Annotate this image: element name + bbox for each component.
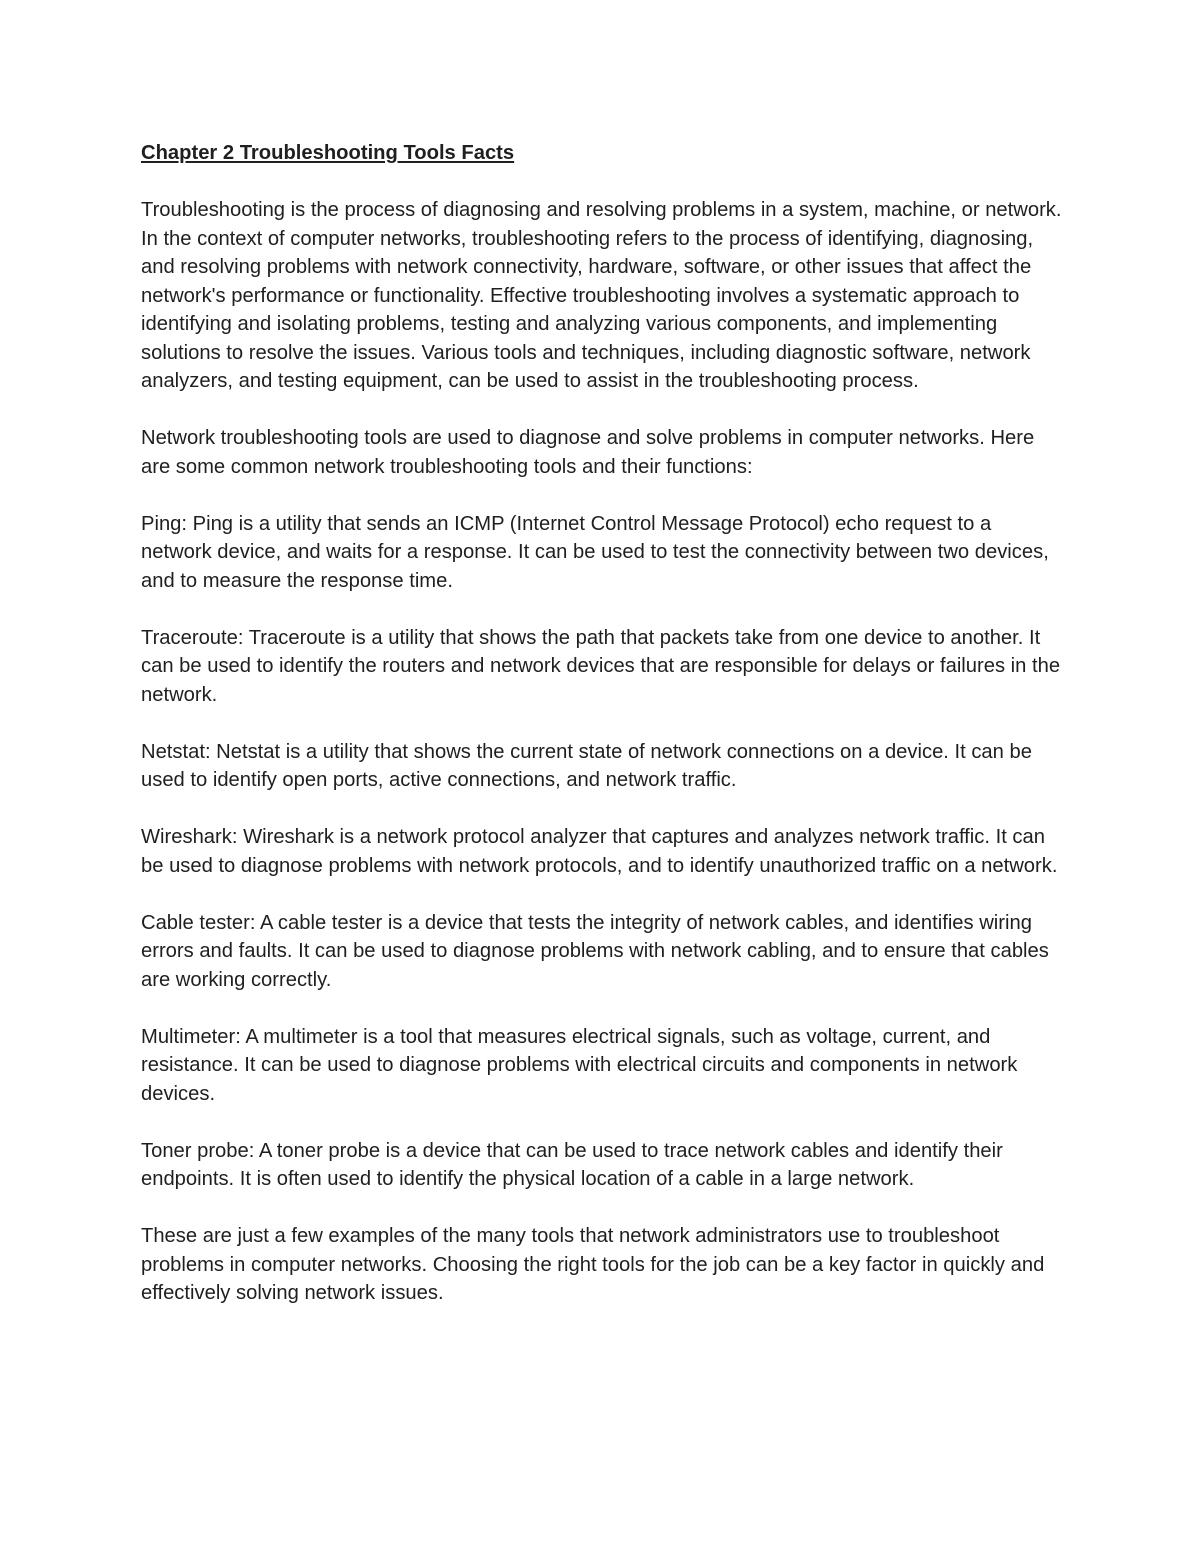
document-body (141, 139, 1066, 1336)
paragraph-cable-tester: Cable tester: A cable tester is a device that tests the integrity of network cables, and identifies wiring errors and faults. It can be used to diagnose problems with network cabling, and to ensure that cables are working correctly. (141, 911, 1049, 991)
paragraph-multimeter: Multimeter: A multimeter is a tool that measures electrical signals, such as voltage, current, and resistance. It can be used to diagnose problems with electrical circuits and components in network devices. (141, 1025, 1018, 1105)
paragraph-traceroute: Traceroute: Traceroute is a utility that shows the path that packets take from one device to another. It can be used to identify the routers and network devices that are responsible for delays or failures in the network. (141, 626, 1061, 706)
paragraph-ping: Ping: Ping is a utility that sends an ICMP (Internet Control Message Protocol) echo request to a network device, and waits for a response. It can be used to test the connectivity between two devices, and to measure the response time. (141, 512, 1049, 592)
paragraph-conclusion: These are just a few examples of the many tools that network administrators use to troubleshoot problems in computer networks. Choosing the right tools for the job can be a key factor in quickly and effectively solving network issues. (141, 1225, 1045, 1304)
paragraph-wireshark: Wireshark: Wireshark is a network protocol analyzer that captures and analyzes network traffic. It can be used to diagnose problems with network protocols, and to identify unauthorized traffic on a network. (141, 826, 1058, 877)
paragraph-intro: Troubleshooting is the process of diagnosing and resolving problems in a system, machine, or network. In the context of computer networks, troubleshooting refers to the process of identifying, diagnosing, and resolving problems with network connectivity, hardware, software, or other issues that affect the network's performance or functionality. Effective troubleshooting involves a systematic approach to identifying and isolating problems, testing and analyzing various components, and implementing solutions to resolve the issues. Various tools and techniques, including diagnostic software, network analyzers, and testing equipment, can be used to assist in the troubleshooting process. (141, 199, 1062, 392)
document-title: Chapter 2 Troubleshooting Tools Facts (141, 142, 515, 164)
paragraph-tools-overview: Network troubleshooting tools are used to diagnose and solve problems in computer networks. Here are some common network troubleshooting tools and their functions: (141, 427, 1035, 478)
paragraph-netstat: Netstat: Netstat is a utility that shows the current state of network connections on a device. It can be used to identify open ports, active connections, and network traffic. (141, 740, 1032, 791)
paragraph-toner-probe: Toner probe: A toner probe is a device that can be used to trace network cables and identify their endpoints. It is often used to identify the physical location of a cable in a large network. (141, 1139, 1003, 1190)
